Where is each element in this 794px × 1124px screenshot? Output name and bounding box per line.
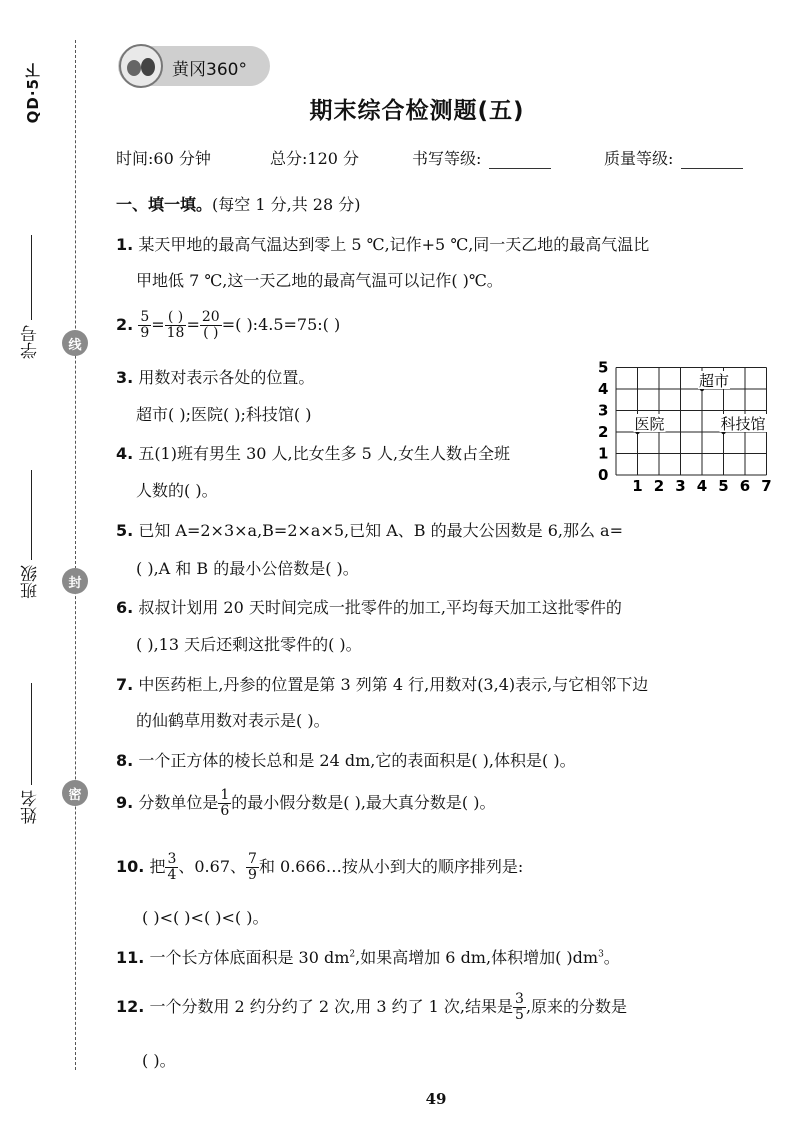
location-label: 科技馆 <box>720 415 766 433</box>
question-6-line-2: ( ),13 天后还剩这批零件的( )。 <box>136 635 362 654</box>
edition-code: QD·5下 <box>24 62 42 124</box>
location-label: 医院 <box>634 415 665 433</box>
y-tick-label: 4 <box>598 380 609 398</box>
question-4-line-2: 人数的( )。 <box>136 481 218 500</box>
fraction: $\frac{3}{4}$ <box>167 851 177 883</box>
y-tick-label: 3 <box>598 401 609 420</box>
student-number-label: 学号 <box>21 325 41 359</box>
question-4-line-1: 4. 五(1)班有男生 30 人,比女生多 5 人,女生人数占全班 <box>116 444 511 463</box>
name-label: 姓名 <box>21 790 41 824</box>
page-number: 49 <box>425 1090 447 1108</box>
fraction: $\frac{5}{9}$ <box>140 309 150 341</box>
x-tick-label: 7 <box>761 477 772 495</box>
question-1-line-1: 1. 某天甲地的最高气温达到零上 5 ℃,记作+5 ℃,同一天乙地的最高气温比 <box>116 235 650 254</box>
binding-dashed-line <box>75 40 76 1070</box>
student-number-line <box>31 235 32 320</box>
fraction: $\frac{1}{6}$ <box>220 787 230 819</box>
x-tick-label: 3 <box>675 477 686 495</box>
fraction: $\frac{20}{( )}$ <box>201 309 220 341</box>
question-12-line-1: 12. 一个分数用 2 约分约了 2 次,用 3 约了 1 次,结果是 $\frac{3}{5}$ ,原来的分数是 <box>116 991 628 1023</box>
class-line <box>31 470 32 560</box>
brand-logo-icon <box>119 44 163 88</box>
seal-seal-mark: 封 <box>62 568 88 594</box>
question-7-line-2: 的仙鹤草用数对表示是( )。 <box>136 711 330 730</box>
question-5-line-2: ( ),A 和 B 的最小公倍数是( )。 <box>136 559 359 578</box>
x-tick-label: 6 <box>739 477 751 495</box>
coordinate-grid <box>590 358 772 495</box>
exam-total: 总分:120 分 <box>270 149 360 168</box>
y-tick-label: 2 <box>598 423 609 441</box>
fraction: $\frac{7}{9}$ <box>248 851 257 883</box>
fraction: $\frac{3}{5}$ <box>515 991 524 1023</box>
fraction: $\frac{( )}{18}$ <box>166 309 185 341</box>
name-line <box>31 683 32 785</box>
question-2: 2. $\frac{5}{9}$ = $\frac{( )}{18}$ = $\frac{20}{( )}$ =( ):4.5=75:( ) <box>116 309 341 341</box>
question-3-line-2: 超市( );医院( );科技馆( ) <box>136 405 312 424</box>
exam-time: 时间:60 分钟 <box>116 149 211 168</box>
question-12-line-2: ( )。 <box>142 1051 176 1070</box>
quality-grade-label: 质量等级: <box>604 146 743 169</box>
class-label: 班级 <box>21 565 41 599</box>
question-11: 11. 一个长方体底面积是 30 $dm^2$,如果高增加 6 dm,体积增加( )$dm^3$。 <box>116 948 620 967</box>
location-label: 超市 <box>699 372 730 390</box>
y-tick-label: 5 <box>598 358 609 377</box>
x-tick-label: 2 <box>653 477 665 495</box>
question-10-line-1: 10. 把 $\frac{3}{4}$ 、0.67、 $\frac{7}{9}$ 和 0.666…按从小到大的顺序排列是: <box>116 851 524 883</box>
seal-secret-mark: 密 <box>62 780 88 806</box>
x-tick-label: 0 <box>598 466 609 484</box>
writing-grade-label: 书写等级: <box>412 146 551 169</box>
question-7-line-1: 7. 中医药柜上,丹参的位置是第 3 列第 4 行,用数对(3,4)表示,与它相邻下边 <box>116 675 649 694</box>
x-tick-label: 5 <box>718 477 729 495</box>
question-3-line-1: 3. 用数对表示各处的位置。 <box>116 368 315 387</box>
question-10-line-2: ( )<( )<( )<( )。 <box>142 908 269 927</box>
question-6-line-1: 6. 叔叔计划用 20 天时间完成一批零件的加工,平均每天加工这批零件的 <box>116 598 622 617</box>
question-5-line-1: 5. 已知 A=2×3×a,B=2×a×5,已知 A、B 的最大公因数是 6,那么 a= <box>116 521 623 540</box>
brand-name: 黄冈360° <box>172 60 247 80</box>
page-title: 期末综合检测题(五) <box>309 98 525 124</box>
writing-grade-field <box>489 152 551 169</box>
seal-line-mark: 线 <box>62 330 88 356</box>
question-9: 9. 分数单位是 $\frac{1}{6}$ 的最小假分数是( ),最大真分数是( )。 <box>116 787 496 819</box>
quality-grade-field <box>681 152 743 169</box>
x-tick-label: 4 <box>696 477 708 495</box>
question-1-line-2: 甲地低 7 ℃,这一天乙地的最高气温可以记作( )℃。 <box>136 271 503 290</box>
y-tick-label: 1 <box>598 444 609 463</box>
section-heading: 一、填一填。(每空 1 分,共 28 分) <box>116 195 361 214</box>
x-tick-label: 1 <box>632 477 643 495</box>
question-8: 8. 一个正方体的棱长总和是 24 dm,它的表面积是( ),体积是( )。 <box>116 751 576 770</box>
